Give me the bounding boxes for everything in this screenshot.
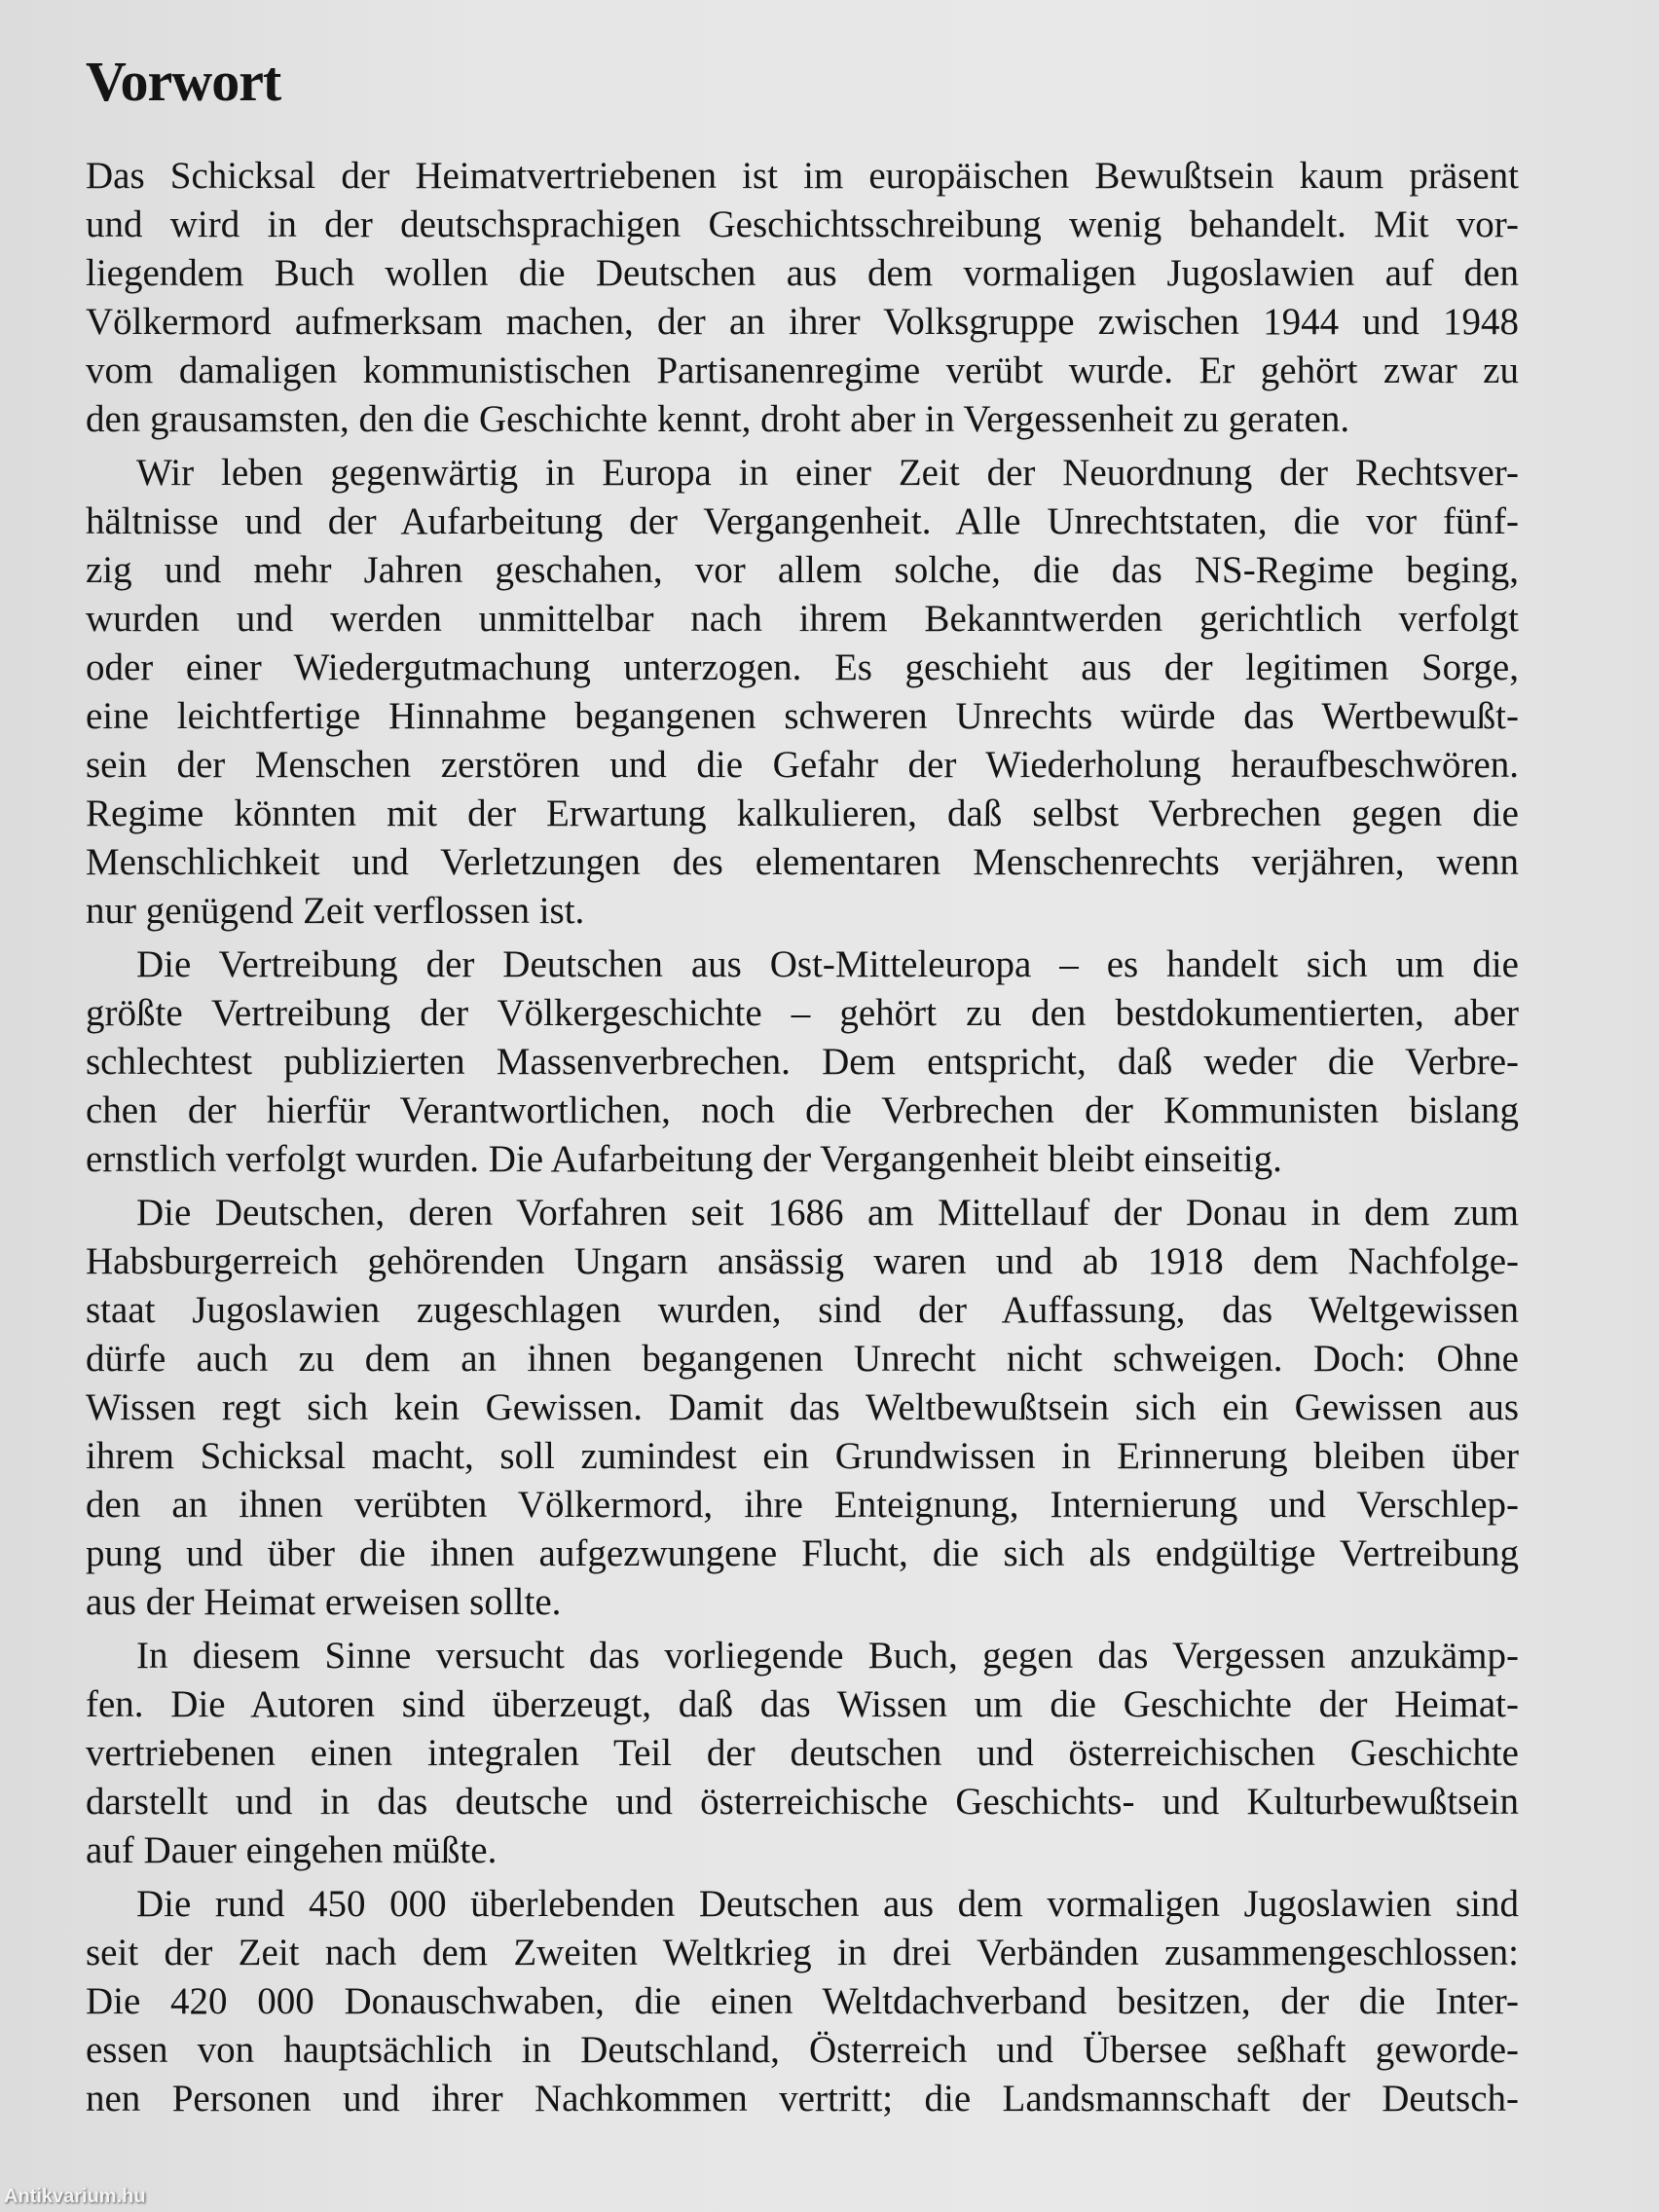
text-line: Regime könnten mit der Erwartung kalkulieren, daß selbst Verbrechen gegen die (86, 793, 1519, 834)
text-line: Wissen regt sich kein Gewissen. Damit das Weltbewußtsein sich ein Gewissen aus (86, 1386, 1519, 1428)
text-line: Die Deutschen, deren Vorfahren seit 1686 am Mittellauf der Donau in dem zum (136, 1192, 1519, 1234)
paragraph (86, 940, 1519, 1184)
text-line: eine leichtfertige Hinnahme begangenen schweren Unrechts würde das Wertbewußt- (86, 695, 1519, 737)
text-line: vom damaligen kommunistischen Partisanenregime verübt wurde. Er gehört zwar zu (86, 350, 1519, 391)
text-line: Völkermord aufmerksam machen, der an ihrer Volksgruppe zwischen 1944 und 1948 (86, 301, 1519, 343)
watermark: Antikvarium.hu (4, 2186, 146, 2207)
paragraph (86, 449, 1519, 936)
text-line: auf Dauer eingehen müßte. (86, 1829, 498, 1871)
text-line: wurden und werden unmittelbar nach ihrem Bekanntwerden gerichtlich verfolgt (86, 598, 1519, 640)
text-line: Die Vertreibung der Deutschen aus Ost-Mitteleuropa – es handelt sich um die (136, 943, 1519, 985)
text-line: darstellt und in das deutsche und österreichische Geschichts- und Kulturbewußtsein (86, 1781, 1519, 1823)
text-line: nen Personen und ihrer Nachkommen vertritt; die Landsmannschaft der Deutsch- (86, 2078, 1519, 2120)
book-page (86, 51, 1519, 2123)
text-line: dürfe auch zu dem an ihnen begangenen Unrecht nicht schweigen. Doch: Ohne (86, 1338, 1519, 1380)
text-line: nur genügend Zeit verflossen ist. (86, 890, 585, 932)
text-line: fen. Die Autoren sind überzeugt, daß das Wissen um die Geschichte der Heimat- (86, 1683, 1519, 1725)
text-line: Die 420 000 Donauschwaben, die einen Weltdachverband besitzen, der die Inter- (86, 1980, 1519, 2022)
text-line: staat Jugoslawien zugeschlagen wurden, sind der Auffassung, das Weltgewissen (86, 1289, 1519, 1331)
text-line: Die rund 450 000 überlebenden Deutschen aus dem vormaligen Jugoslawien sind (136, 1883, 1519, 1925)
text-line: liegendem Buch wollen die Deutschen aus dem vormaligen Jugoslawien auf den (86, 252, 1519, 294)
text-line: aus der Heimat erweisen sollte. (86, 1581, 562, 1623)
text-line: seit der Zeit nach dem Zweiten Weltkrieg in drei Verbänden zusammengeschlossen: (86, 1932, 1519, 1973)
text-line: größte Vertreibung der Völkergeschichte – gehört zu den bestdokumentierten, aber (86, 992, 1519, 1034)
text-line: ihrem Schicksal macht, soll zumindest ein Grundwissen in Erinnerung bleiben über (86, 1435, 1519, 1477)
text-line: Das Schicksal der Heimatvertriebenen ist im europäischen Bewußtsein kaum präsent (86, 155, 1519, 197)
text-line: In diesem Sinne versucht das vorliegende Buch, gegen das Vergessen anzukämp- (136, 1635, 1519, 1677)
text-line: sein der Menschen zerstören und die Gefahr der Wiederholung heraufbeschwören. (86, 744, 1519, 786)
paragraph (86, 1880, 1519, 2123)
text-line: vertriebenen einen integralen Teil der deutschen und österreichischen Geschichte (86, 1732, 1519, 1774)
text-line: den an ihnen verübten Völkermord, ihre Enteignung, Internierung und Verschlep- (86, 1484, 1519, 1526)
text-line: Wir leben gegenwärtig in Europa in einer Zeit der Neuordnung der Rechtsver- (136, 452, 1519, 494)
page-title: Vorwort (86, 50, 281, 113)
text-line: chen der hierfür Verantwortlichen, noch die Verbrechen der Kommunisten bislang (86, 1089, 1519, 1131)
text-line: pung und über die ihnen aufgezwungene Flucht, die sich als endgültige Vertreibung (86, 1532, 1519, 1574)
paragraph (86, 1189, 1519, 1627)
text-line: hältnisse und der Aufarbeitung der Vergangenheit. Alle Unrechtstaten, die vor fünf- (86, 500, 1519, 542)
text-line: Habsburgerreich gehörenden Ungarn ansässig waren und ab 1918 dem Nachfolge- (86, 1240, 1519, 1282)
paragraph (86, 1632, 1519, 1875)
text-line: schlechtest publizierten Massenverbrechen. Dem entspricht, daß weder die Verbre- (86, 1041, 1519, 1083)
text-line: ernstlich verfolgt wurden. Die Aufarbeitung der Vergangenheit bleibt einseitig. (86, 1138, 1282, 1180)
paragraph (86, 152, 1519, 444)
text-line: Menschlichkeit und Verletzungen des elementaren Menschenrechts verjähren, wenn (86, 841, 1519, 883)
text-line: den grausamsten, den die Geschichte kennt, droht aber in Vergessenheit zu geraten. (86, 398, 1350, 440)
text-line: oder einer Wiedergutmachung unterzogen. Es geschieht aus der legitimen Sorge, (86, 646, 1519, 688)
text-line: und wird in der deutschsprachigen Geschichtsschreibung wenig behandelt. Mit vor- (86, 203, 1519, 245)
text-line: zig und mehr Jahren geschahen, vor allem solche, die das NS-Regime beging, (86, 549, 1519, 591)
text-line: essen von hauptsächlich in Deutschland, Österreich und Übersee seßhaft geworde- (86, 2029, 1519, 2071)
body-text (86, 152, 1519, 2123)
